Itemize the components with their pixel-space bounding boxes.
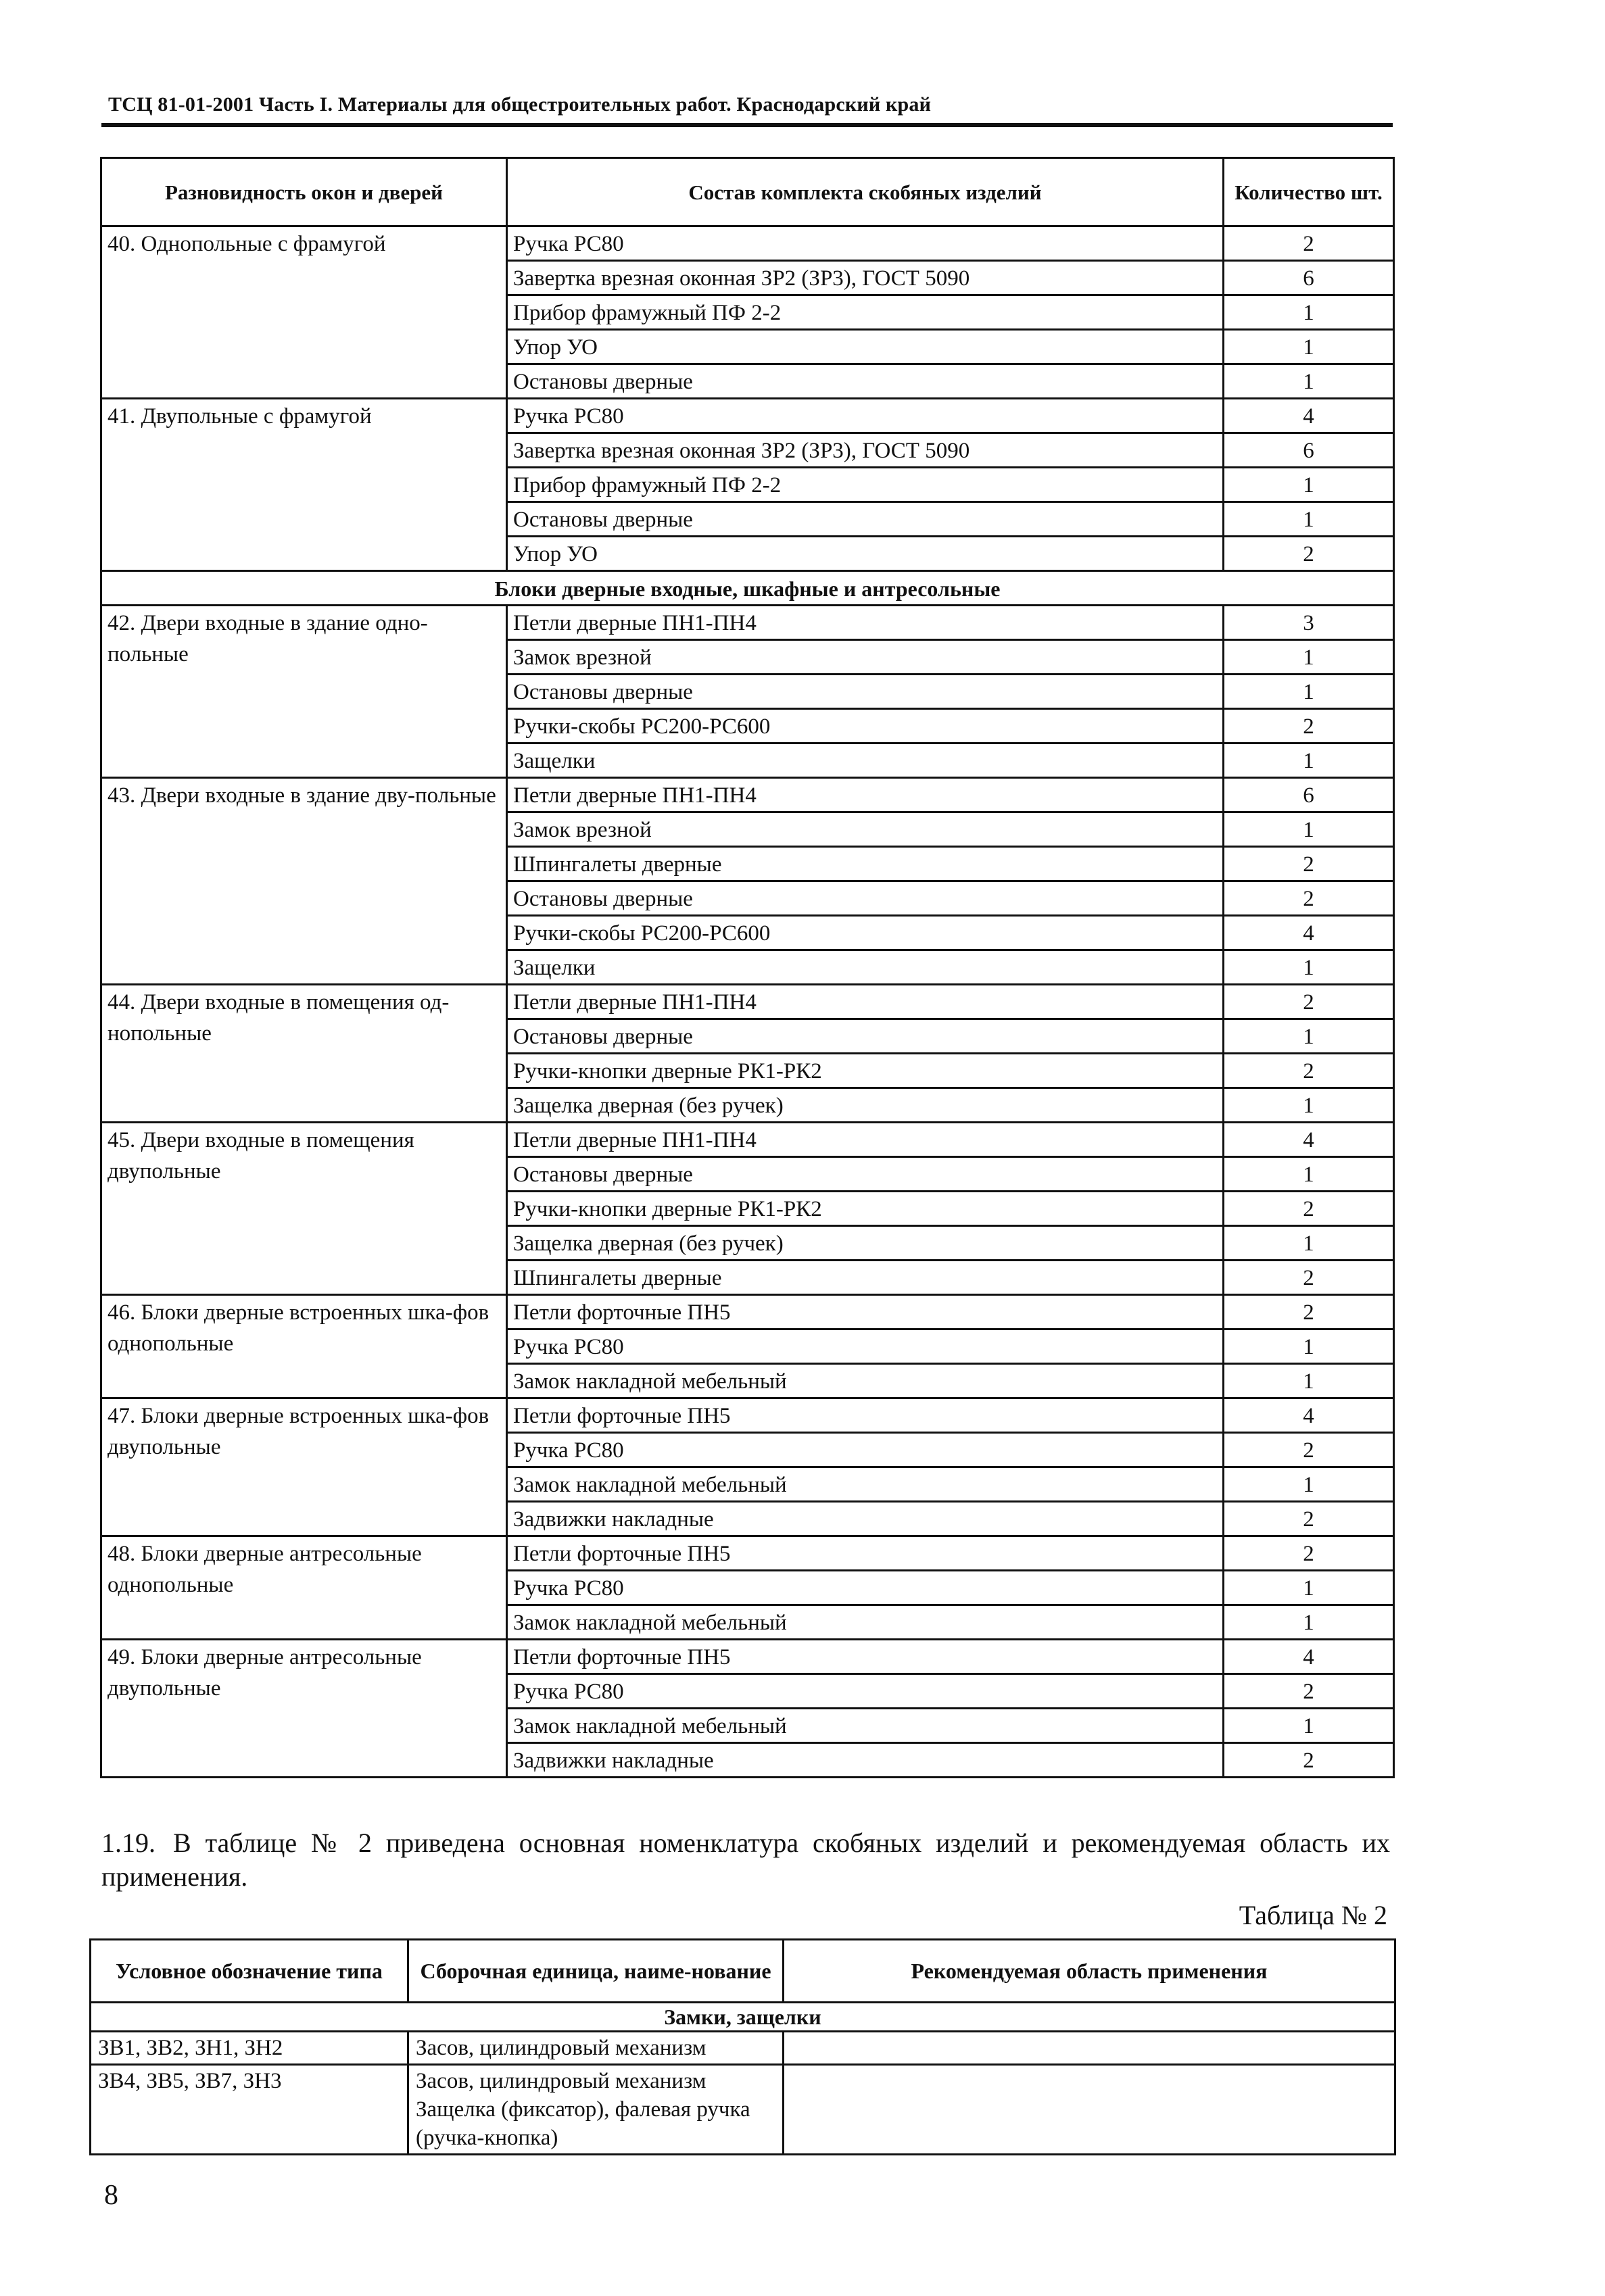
item-name-cell: Задвижки накладные [507,1743,1224,1778]
item-name-cell: Замок накладной мебельный [507,1467,1224,1502]
item-name-cell: Петли форточные ПН5 [507,1398,1224,1433]
item-qty-cell: 1 [1224,330,1394,364]
item-qty-cell: 1 [1224,1226,1394,1261]
table2-row [91,2065,1395,2155]
item-qty-cell: 2 [1224,1192,1394,1226]
item-qty-cell: 2 [1224,1433,1394,1467]
table2-section-row [91,2003,1395,2032]
kind-cell: 42. Двери входные в здание одно-польные [101,606,507,778]
item-name-cell: Петли форточные ПН5 [507,1536,1224,1571]
item-name-cell: Прибор фрамужный ПФ 2-2 [507,468,1224,502]
item-qty-cell: 1 [1224,1019,1394,1054]
item-qty-cell: 2 [1224,709,1394,743]
running-header: ТСЦ 81-01-2001 Часть I. Материалы для общестроительных работ. Краснодарский край [108,93,932,116]
paragraph-number: 1.19. [101,1828,155,1858]
item-qty-cell: 4 [1224,1123,1394,1157]
item-qty-cell: 3 [1224,606,1394,640]
item-qty-cell: 1 [1224,640,1394,675]
hardware-kit-table [100,157,1395,1778]
item-name-cell: Петли дверные ПН1-ПН4 [507,606,1224,640]
item-qty-cell: 1 [1224,1088,1394,1123]
item-name-cell: Защелка дверная (без ручек) [507,1226,1224,1261]
item-qty-cell: 1 [1224,1329,1394,1364]
kind-cell: 43. Двери входные в здание дву-польные [101,778,507,985]
kind-cell: 41. Двупольные с фрамугой [101,399,507,571]
col-header-code: Условное обозначение типа [91,1940,408,2003]
col-header-unit: Сборочная единица, наиме-нование [408,1940,784,2003]
item-name-cell: Упор УО [507,537,1224,571]
item-qty-cell: 2 [1224,1295,1394,1329]
item-name-cell: Шпингалеты дверные [507,1261,1224,1295]
item-name-cell: Ручки-скобы РС200-РС600 [507,916,1224,950]
table-row [101,1295,1394,1329]
item-name-cell: Остановы дверные [507,1157,1224,1192]
item-qty-cell: 4 [1224,399,1394,433]
item-qty-cell: 1 [1224,1605,1394,1640]
item-qty-cell: 2 [1224,1674,1394,1709]
item-name-cell: Упор УО [507,330,1224,364]
item-name-cell: Петли дверные ПН1-ПН4 [507,985,1224,1019]
item-qty-cell: 1 [1224,1157,1394,1192]
col-header-set: Состав комплекта скобяных изделий [507,158,1224,226]
item-name-cell: Петли дверные ПН1-ПН4 [507,778,1224,812]
col-header-qty: Количество шт. [1224,158,1394,226]
item-qty-cell: 1 [1224,502,1394,537]
table-row [101,1123,1394,1157]
item-name-cell: Петли дверные ПН1-ПН4 [507,1123,1224,1157]
item-qty-cell: 2 [1224,985,1394,1019]
item-qty-cell: 6 [1224,261,1394,295]
item-name-cell: Защелки [507,950,1224,985]
item-name-cell: Петли форточные ПН5 [507,1295,1224,1329]
table-row [101,778,1394,812]
item-name-cell: Ручка РС80 [507,1674,1224,1709]
item-name-cell: Остановы дверные [507,364,1224,399]
item-name-cell: Замок врезной [507,640,1224,675]
item-qty-cell: 2 [1224,847,1394,881]
item-qty-cell: 2 [1224,226,1394,261]
item-name-cell: Ручки-скобы РС200-РС600 [507,709,1224,743]
item-name-cell: Ручка РС80 [507,226,1224,261]
table-row [101,606,1394,640]
table-row [101,1536,1394,1571]
hardware-nomenclature-table [89,1938,1396,2155]
kind-cell: 46. Блоки дверные встроенных шка-фов однопольные [101,1295,507,1398]
kind-cell: 49. Блоки дверные антресольные двупольные [101,1640,507,1778]
kind-cell: 48. Блоки дверные антресольные однопольные [101,1536,507,1640]
item-qty-cell: 1 [1224,295,1394,330]
table-row [101,1640,1394,1674]
item-qty-cell: 1 [1224,1709,1394,1743]
item-name-cell: Остановы дверные [507,675,1224,709]
item-name-cell: Прибор фрамужный ПФ 2-2 [507,295,1224,330]
section-row [101,571,1394,606]
item-name-cell: Остановы дверные [507,502,1224,537]
item-name-cell: Петли форточные ПН5 [507,1640,1224,1674]
table2-unit-cell: Засов, цилиндровый механизм Защелка (фиксатор), фалевая ручка (ручка-кнопка) [408,2065,784,2155]
item-name-cell: Замок накладной мебельный [507,1364,1224,1398]
item-qty-cell: 1 [1224,364,1394,399]
item-name-cell: Защелки [507,743,1224,778]
item-qty-cell: 4 [1224,1398,1394,1433]
item-qty-cell: 1 [1224,743,1394,778]
item-qty-cell: 1 [1224,812,1394,847]
item-name-cell: Ручка РС80 [507,1571,1224,1605]
item-name-cell: Завертка врезная оконная ЗР2 (ЗР3), ГОСТ 5090 [507,261,1224,295]
kind-cell: 40. Однопольные с фрамугой [101,226,507,399]
item-qty-cell: 1 [1224,1467,1394,1502]
header-rule [101,123,1393,127]
item-name-cell: Защелка дверная (без ручек) [507,1088,1224,1123]
item-qty-cell: 1 [1224,950,1394,985]
table2-code-cell: ЗВ1, ЗВ2, ЗН1, ЗН2 [91,2032,408,2065]
table-body-doors [101,606,1394,1778]
table2-area-cell [784,2032,1395,2065]
item-qty-cell: 1 [1224,1571,1394,1605]
item-qty-cell: 2 [1224,537,1394,571]
paragraph-1-19 [101,1826,1390,1894]
item-name-cell: Замок накладной мебельный [507,1709,1224,1743]
item-qty-cell: 2 [1224,1261,1394,1295]
item-qty-cell: 6 [1224,778,1394,812]
item-name-cell: Остановы дверные [507,1019,1224,1054]
table-2-label: Таблица № 2 [1239,1900,1387,1930]
item-name-cell: Замок накладной мебельный [507,1605,1224,1640]
item-qty-cell: 1 [1224,675,1394,709]
item-name-cell: Шпингалеты дверные [507,847,1224,881]
kind-cell: 45. Двери входные в помещения двупольные [101,1123,507,1295]
item-qty-cell: 2 [1224,1536,1394,1571]
table2-header-row [91,1940,1395,2003]
table-header-row [101,158,1394,226]
table2-code-cell: ЗВ4, ЗВ5, ЗВ7, ЗН3 [91,2065,408,2155]
table-row [101,1398,1394,1433]
table-row [101,226,1394,261]
item-name-cell: Завертка врезная оконная ЗР2 (ЗР3), ГОСТ 5090 [507,433,1224,468]
item-qty-cell: 6 [1224,433,1394,468]
item-qty-cell: 2 [1224,1502,1394,1536]
table2-body [91,2032,1395,2155]
table2-row [91,2032,1395,2065]
item-qty-cell: 1 [1224,1364,1394,1398]
item-name-cell: Задвижки накладные [507,1502,1224,1536]
item-qty-cell: 2 [1224,1743,1394,1778]
col-header-area: Рекомендуемая область применения [784,1940,1395,2003]
table-row [101,985,1394,1019]
item-qty-cell: 4 [1224,1640,1394,1674]
item-name-cell: Ручка РС80 [507,399,1224,433]
col-header-kind: Разновидность окон и дверей [101,158,507,226]
page-number: 8 [104,2180,118,2211]
table-body-windows [101,226,1394,571]
item-name-cell: Ручки-кнопки дверные РК1-РК2 [507,1054,1224,1088]
item-qty-cell: 4 [1224,916,1394,950]
item-name-cell: Ручки-кнопки дверные РК1-РК2 [507,1192,1224,1226]
item-qty-cell: 2 [1224,1054,1394,1088]
item-name-cell: Замок врезной [507,812,1224,847]
table-row [101,399,1394,433]
table2-unit-cell: Засов, цилиндровый механизм [408,2032,784,2065]
kind-cell: 47. Блоки дверные встроенных шка-фов двупольные [101,1398,507,1536]
item-name-cell: Ручка РС80 [507,1329,1224,1364]
table2-area-cell [784,2065,1395,2155]
kind-cell: 44. Двери входные в помещения од-нопольные [101,985,507,1123]
item-name-cell: Ручка РС80 [507,1433,1224,1467]
section-title: Блоки дверные входные, шкафные и антресольные [101,571,1394,606]
item-qty-cell: 2 [1224,881,1394,916]
item-qty-cell: 1 [1224,468,1394,502]
paragraph-text: В таблице № 2 приведена основная номенклатура скобяных изделий и рекомендуемая область их применения. [101,1828,1390,1892]
table2-section-title: Замки, защелки [91,2003,1395,2032]
item-name-cell: Остановы дверные [507,881,1224,916]
